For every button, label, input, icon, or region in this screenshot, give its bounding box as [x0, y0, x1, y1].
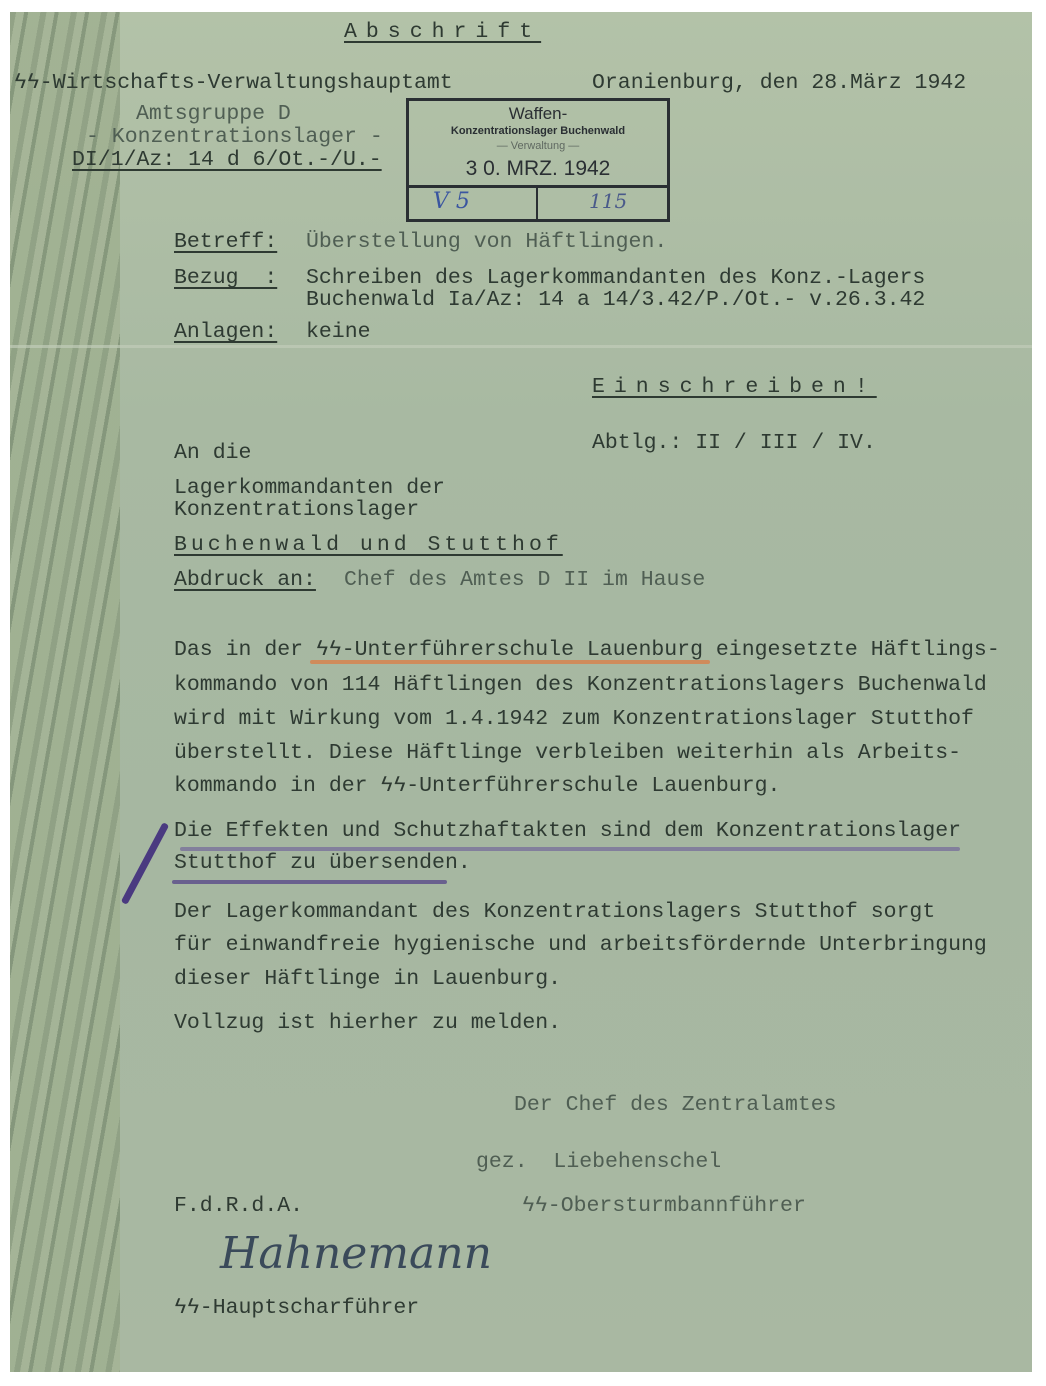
- paragraph-line: für einwandfreie hygienische und arbeitsfördernde Unterbringung: [174, 933, 987, 957]
- recipient-line: Konzentrationslager: [174, 498, 420, 522]
- betreff-text: Überstellung von Häftlingen.: [306, 230, 668, 254]
- betreff-label: Betreff:: [174, 230, 278, 254]
- stamp-line: — Verwaltung —: [496, 140, 580, 152]
- recipient-camps: Buchenwald und Stutthof: [174, 533, 563, 557]
- closing-line: Vollzug ist hierher zu melden.: [174, 1011, 562, 1035]
- certifier-rank: ϟϟ-Hauptscharführer: [174, 1296, 420, 1320]
- stamp-line: Waffen-: [508, 104, 568, 123]
- registered-mail: Einschreiben!: [592, 375, 877, 399]
- sender: ϟϟ-Wirtschafts-Verwaltungshauptamt: [14, 71, 453, 95]
- purple-marker-underline: [172, 880, 447, 884]
- stamp-divider: [409, 185, 667, 188]
- paragraph-line: dieser Häftlinge in Lauenburg.: [174, 967, 562, 991]
- certification: F.d.R.d.A.: [174, 1194, 304, 1218]
- sender-block-line: Amtsgruppe D: [136, 102, 291, 126]
- bezug-text: Schreiben des Lagerkommandanten des Konz.-Lagers: [306, 266, 926, 290]
- sender-block-line: - Konzentrationslager -: [86, 125, 383, 149]
- signature-rank: ϟϟ-Obersturmbannführer: [522, 1194, 806, 1218]
- paragraph-line: Der Lagerkommandant des Konzentrationslagers Stutthof sorgt: [174, 900, 936, 924]
- bezug-text: Buchenwald Ia/Az: 14 a 14/3.42/P./Ot.- v.26.3.42: [306, 288, 926, 312]
- stamp-line: Konzentrationslager Buchenwald: [450, 125, 626, 137]
- place-date: Oranienburg, den 28.März 1942: [592, 71, 967, 95]
- receipt-stamp: [406, 98, 670, 222]
- anlagen-text: keine: [306, 320, 371, 344]
- reference-number: DI/1/Az: 14 d 6/Ot.-/U.-: [72, 148, 382, 172]
- bezug-label: Bezug :: [174, 266, 278, 290]
- department: Abtlg.: II / III / IV.: [592, 431, 876, 455]
- stamp-handwriting: 115: [589, 189, 628, 213]
- tape-strip: [10, 12, 120, 1372]
- paragraph-line: Die Effekten und Schutzhaftakten sind dem Konzentrationslager: [174, 819, 962, 843]
- signature-name: gez. Liebehenschel: [476, 1150, 722, 1174]
- paragraph-line: Stutthof zu übersenden.: [174, 851, 471, 875]
- anlagen-label: Anlagen:: [174, 320, 278, 344]
- paragraph-line: kommando in der ϟϟ-Unterführerschule Lauenburg.: [174, 774, 781, 798]
- stamp-handwriting: V 5: [433, 189, 470, 214]
- document-title: Abschrift: [344, 20, 542, 44]
- recipient-line: An die: [174, 441, 252, 465]
- paragraph-line: Das in der ϟϟ-Unterführerschule Lauenburg eingesetzte Häftlings-: [174, 638, 1000, 662]
- signature-office: Der Chef des Zentralamtes: [514, 1093, 837, 1117]
- recipient-line: Lagerkommandanten der: [174, 476, 445, 500]
- fold-line: [10, 345, 1032, 348]
- handwritten-signature: Hahnemann: [220, 1228, 492, 1279]
- paragraph-line: kommando von 114 Häftlingen des Konzentrationslagers Buchenwald: [174, 673, 987, 697]
- copy-to: Chef des Amtes D II im Hause: [344, 568, 706, 592]
- paragraph-line: wird mit Wirkung vom 1.4.1942 zum Konzentrationslager Stutthof: [174, 707, 974, 731]
- stamp-date: 3 0. MRZ. 1942: [465, 157, 611, 180]
- paragraph-line: überstellt. Diese Häftlinge verbleiben weiterhin als Arbeits-: [174, 741, 962, 765]
- copy-label: Abdruck an:: [174, 568, 316, 592]
- stamp-divider: [536, 185, 538, 219]
